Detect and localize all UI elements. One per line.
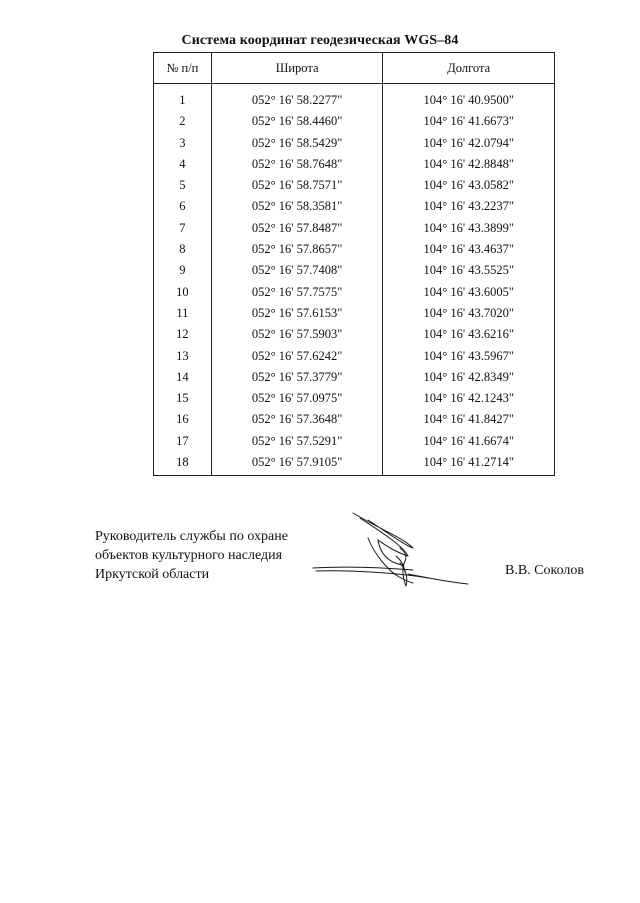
longitude-cell: 104° 16' 41.2714" <box>383 452 555 476</box>
table-row <box>154 409 555 430</box>
table-row <box>154 133 555 154</box>
longitude-cell: 104° 16' 43.5525" <box>383 260 555 281</box>
row-number-cell: 12 <box>154 324 212 345</box>
latitude-cell: 052° 16' 58.7571" <box>211 175 383 196</box>
table-row <box>154 282 555 303</box>
longitude-cell: 104° 16' 42.8349" <box>383 367 555 388</box>
row-number-cell: 2 <box>154 111 212 132</box>
latitude-cell: 052° 16' 57.0975" <box>211 388 383 409</box>
handwritten-signature-icon <box>308 508 473 593</box>
longitude-cell: 104° 16' 43.6005" <box>383 282 555 303</box>
latitude-cell: 052° 16' 57.6242" <box>211 346 383 367</box>
row-number-cell: 11 <box>154 303 212 324</box>
longitude-cell: 104° 16' 43.3899" <box>383 218 555 239</box>
table-row <box>154 175 555 196</box>
longitude-cell: 104° 16' 41.6673" <box>383 111 555 132</box>
table-row <box>154 388 555 409</box>
column-header-latitude: Широта <box>211 53 383 84</box>
row-number-cell: 7 <box>154 218 212 239</box>
latitude-cell: 052° 16' 58.7648" <box>211 154 383 175</box>
table-row <box>154 346 555 367</box>
longitude-cell: 104° 16' 41.8427" <box>383 409 555 430</box>
longitude-cell: 104° 16' 41.6674" <box>383 431 555 452</box>
table-row <box>154 84 555 112</box>
row-number-cell: 14 <box>154 367 212 388</box>
longitude-cell: 104° 16' 42.1243" <box>383 388 555 409</box>
latitude-cell: 052° 16' 57.6153" <box>211 303 383 324</box>
column-header-longitude: Долгота <box>383 53 555 84</box>
latitude-cell: 052° 16' 57.3648" <box>211 409 383 430</box>
longitude-cell: 104° 16' 40.9500" <box>383 84 555 112</box>
table-row <box>154 196 555 217</box>
table-row <box>154 260 555 281</box>
table-row <box>154 431 555 452</box>
row-number-cell: 10 <box>154 282 212 303</box>
longitude-cell: 104° 16' 42.8848" <box>383 154 555 175</box>
column-header-number: № п/п <box>154 53 212 84</box>
row-number-cell: 3 <box>154 133 212 154</box>
table-row <box>154 452 555 476</box>
longitude-cell: 104° 16' 43.5967" <box>383 346 555 367</box>
row-number-cell: 4 <box>154 154 212 175</box>
row-number-cell: 5 <box>154 175 212 196</box>
longitude-cell: 104° 16' 43.4637" <box>383 239 555 260</box>
row-number-cell: 17 <box>154 431 212 452</box>
row-number-cell: 18 <box>154 452 212 476</box>
row-number-cell: 15 <box>154 388 212 409</box>
signatory-name: В.В. Соколов <box>505 563 585 578</box>
coordinates-table-body <box>154 84 555 476</box>
signatory-position-line: Руководитель службы по охране <box>95 529 288 544</box>
latitude-cell: 052° 16' 58.2277" <box>211 84 383 112</box>
latitude-cell: 052° 16' 57.7408" <box>211 260 383 281</box>
longitude-cell: 104° 16' 43.6216" <box>383 324 555 345</box>
latitude-cell: 052° 16' 57.9105" <box>211 452 383 476</box>
latitude-cell: 052° 16' 58.5429" <box>211 133 383 154</box>
row-number-cell: 8 <box>154 239 212 260</box>
coordinates-table <box>153 52 555 476</box>
longitude-cell: 104° 16' 42.0794" <box>383 133 555 154</box>
latitude-cell: 052° 16' 58.4460" <box>211 111 383 132</box>
row-number-cell: 9 <box>154 260 212 281</box>
row-number-cell: 1 <box>154 84 212 112</box>
row-number-cell: 16 <box>154 409 212 430</box>
table-row <box>154 367 555 388</box>
longitude-cell: 104° 16' 43.0582" <box>383 175 555 196</box>
table-row <box>154 111 555 132</box>
latitude-cell: 052° 16' 57.5291" <box>211 431 383 452</box>
table-row <box>154 324 555 345</box>
latitude-cell: 052° 16' 58.3581" <box>211 196 383 217</box>
table-row <box>154 239 555 260</box>
longitude-cell: 104° 16' 43.2237" <box>383 196 555 217</box>
latitude-cell: 052° 16' 57.7575" <box>211 282 383 303</box>
signatory-position <box>95 527 288 584</box>
signatory-position-line: объектов культурного наследия <box>95 548 283 563</box>
table-row <box>154 154 555 175</box>
table-row <box>154 303 555 324</box>
table-row <box>154 218 555 239</box>
latitude-cell: 052° 16' 57.3779" <box>211 367 383 388</box>
longitude-cell: 104° 16' 43.7020" <box>383 303 555 324</box>
table-header-row <box>154 53 555 84</box>
document-title: Система координат геодезическая WGS–84 <box>181 33 459 48</box>
latitude-cell: 052° 16' 57.8657" <box>211 239 383 260</box>
row-number-cell: 13 <box>154 346 212 367</box>
row-number-cell: 6 <box>154 196 212 217</box>
signatory-position-line: Иркутской области <box>95 567 210 582</box>
latitude-cell: 052° 16' 57.5903" <box>211 324 383 345</box>
latitude-cell: 052° 16' 57.8487" <box>211 218 383 239</box>
